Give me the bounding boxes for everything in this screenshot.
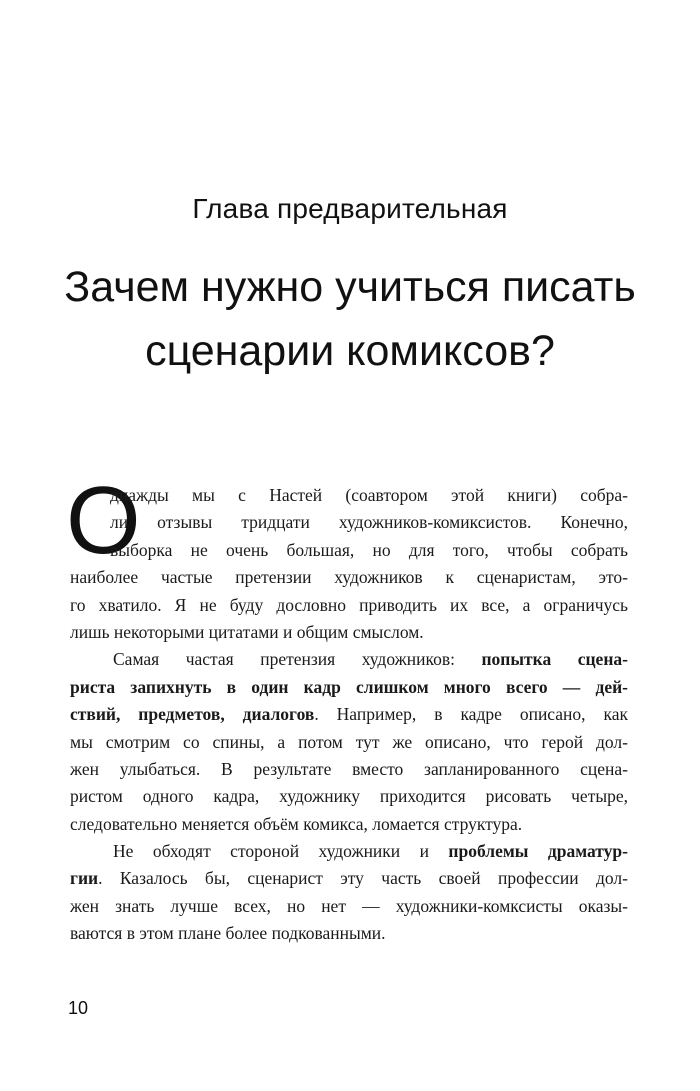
chapter-label: Глава предварительная (192, 193, 508, 224)
bold-run: риста запихнуть в один кадр слишком много всего — дей- (70, 676, 628, 697)
body-text (70, 482, 628, 948)
chapter-title-line-1: Зачем нужно учиться писать (64, 263, 636, 311)
text-run: . Например, в кадре описано, как (314, 704, 628, 725)
paragraph-1-line: днажды мы с Настей (соавтором этой книги) собра- (110, 485, 628, 505)
paragraph-2-line (70, 674, 628, 701)
text-run: Самая частая претензия художников: (113, 649, 482, 670)
paragraph-2-line (70, 646, 628, 673)
paragraph-2-line: ристом одного кадра, художнику приходится рисовать четыре, (70, 786, 628, 807)
bold-run: ствий, предметов, диалогов (70, 704, 315, 725)
paragraph-2-line (70, 701, 628, 728)
page-number: 10 (68, 998, 89, 1018)
bold-run: гии (70, 868, 99, 889)
paragraph-1-line: го хватило. Я не буду дословно приводить их все, а ограничусь (70, 594, 628, 615)
paragraph-3-line: ваются в этом плане более подкованными. (70, 923, 386, 944)
paragraph-3-line: жен знать лучше всех, но нет — художники-комксисты оказы- (70, 895, 628, 916)
chapter-title (0, 255, 700, 383)
paragraph-2-line: мы смотрим со спины, а потом тут же описано, что герой дол- (70, 731, 628, 752)
bold-run: проблемы драматур- (448, 841, 628, 862)
text-run: Не обходят стороной художники и (113, 841, 449, 862)
paragraph-1-line: наиболее частые претензии художников к сценаристам, это- (70, 567, 628, 588)
paragraph-2-line: жен улыбаться. В результате вместо запланированного сцена- (70, 758, 628, 779)
text-run: . Казалось бы, сценарист эту часть своей профессии дол- (98, 868, 628, 889)
paragraph-3-line (70, 865, 628, 892)
bold-run: попытка сцена- (481, 649, 628, 670)
chapter-title-line-2: сценарии комиксов? (145, 327, 555, 375)
paragraph-1-line: лишь некоторыми цитатами и общим смыслом. (70, 621, 424, 642)
paragraph-1-line: ли отзывы тридцати художников-комиксистов. Конечно, (110, 512, 628, 533)
drop-cap: О (66, 467, 141, 574)
paragraph-2-line: следовательно меняется объём комикса, ломается структура. (70, 813, 523, 834)
paragraph-3-line (70, 838, 628, 865)
paragraph-1-line: выборка не очень большая, но для того, чтобы собрать (110, 539, 628, 560)
